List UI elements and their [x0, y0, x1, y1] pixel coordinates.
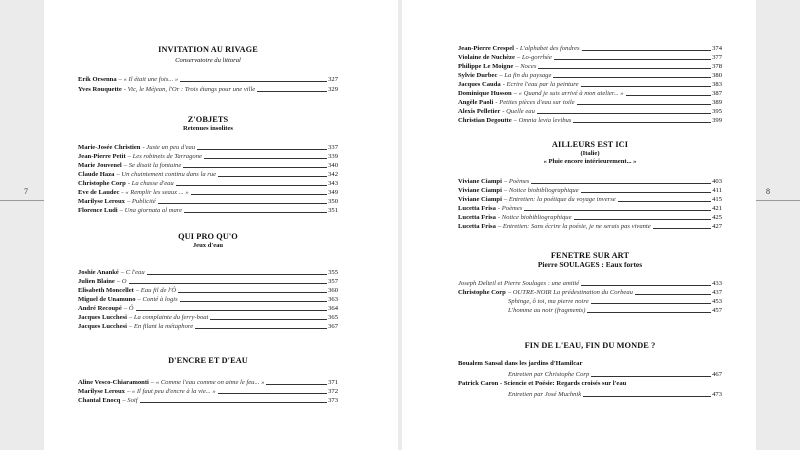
entry-title: – O — [116, 278, 127, 285]
section-subtitle: Jeux d'eau — [192, 242, 224, 249]
section-subtitle: (Italie) — [580, 150, 600, 157]
entry-title: – OUTRE-NOIR La prédestination du Corbeau — [507, 289, 633, 296]
toc-entry[interactable] — [458, 222, 722, 231]
dotted-leader — [618, 201, 711, 202]
section-heading: FIN DE L'EAU, FIN DU MONDE ? — [524, 341, 656, 350]
dotted-leader — [573, 122, 711, 123]
dotted-leader — [218, 176, 327, 177]
toc-entry[interactable] — [458, 177, 722, 186]
dotted-leader — [531, 183, 711, 184]
dotted-leader — [218, 393, 327, 394]
section-subtitle: Pierre SOULAGES : Eaux fortes — [537, 260, 643, 269]
dotted-leader — [204, 158, 327, 159]
toc-entry[interactable] — [78, 295, 338, 304]
toc-entry[interactable] — [78, 188, 338, 197]
dotted-leader — [183, 167, 327, 168]
toc-entry[interactable] — [458, 297, 722, 306]
entry-author: Marilyse Leroux — [78, 388, 125, 395]
dotted-leader — [554, 59, 711, 60]
entry-title: – Ô — [123, 305, 134, 312]
entry-author: Marie-Josée Christien — [78, 144, 141, 151]
toc-entry[interactable] — [458, 359, 722, 368]
dotted-leader — [178, 292, 327, 293]
entry-page-number: 372 — [328, 388, 338, 395]
entry-author: Boualem Sansal dans les jardins d'Hamilcar — [458, 360, 583, 367]
dotted-leader — [581, 86, 712, 87]
entry-title: – Poèmes — [503, 178, 530, 185]
toc-entry[interactable] — [458, 390, 722, 399]
entry-author: Jacques Cauda — [458, 81, 501, 88]
entry-title: - Ecrire l'eau par la peinture — [502, 81, 579, 88]
section-heading: FENETRE SUR ART — [550, 251, 630, 260]
toc-entry[interactable] — [458, 116, 722, 125]
toc-entry[interactable] — [458, 379, 722, 388]
entry-author: Marie Jouvenel — [78, 162, 122, 169]
entry-author: Viviane Ciampi — [458, 187, 502, 194]
entry-page-number: 360 — [328, 287, 338, 294]
entry-page-number: 427 — [712, 223, 722, 230]
toc-entry[interactable] — [458, 89, 722, 98]
entry-page-number: 340 — [328, 162, 338, 169]
entry-title: L'homme au noir (fragments) — [508, 307, 586, 314]
dotted-leader — [653, 228, 711, 229]
entry-title: – Noces — [515, 63, 537, 70]
dotted-leader — [266, 384, 327, 385]
entry-page-number: 403 — [712, 178, 722, 185]
entry-author: Jean-Pierre Crespel — [458, 45, 514, 52]
entry-page-number: 421 — [712, 205, 722, 212]
entry-page-number: 339 — [328, 153, 338, 160]
toc-entry[interactable] — [78, 304, 338, 313]
entry-author: Eve de Laudec — [78, 189, 120, 196]
dotted-leader — [574, 219, 712, 220]
toc-entry[interactable] — [78, 170, 338, 179]
entry-author: Marilyse Leroux — [78, 198, 125, 205]
toc-entry[interactable] — [78, 85, 338, 94]
dotted-leader — [180, 301, 327, 302]
left-page-number: 7 — [24, 187, 28, 196]
entry-page-number: 343 — [328, 180, 338, 187]
toc-entry[interactable] — [458, 195, 722, 204]
dotted-leader — [524, 210, 711, 211]
toc-entry[interactable] — [458, 44, 722, 53]
entry-title: Sphinge, ô toi, ma pierre noire — [508, 298, 589, 305]
toc-entry[interactable] — [458, 186, 722, 195]
entry-page-number: 367 — [328, 323, 338, 330]
entry-page-number: 351 — [328, 207, 338, 214]
toc-entry[interactable] — [78, 313, 338, 322]
entry-page-number: 425 — [712, 214, 722, 221]
entry-title: Entretien par Christophe Corp — [508, 371, 590, 378]
entry-title: – « Comme l'eau comme on aime le feu... » — [150, 379, 265, 386]
entry-author: Angèle Paoli — [458, 99, 494, 106]
entry-title: – « Il était une fois... » — [118, 76, 179, 83]
toc-entry[interactable] — [458, 53, 722, 62]
toc-entry[interactable] — [78, 197, 338, 206]
dotted-leader — [180, 81, 327, 82]
toc-entry[interactable] — [458, 71, 722, 80]
toc-entry[interactable] — [78, 75, 338, 84]
dotted-leader — [136, 310, 328, 311]
dotted-leader — [191, 194, 327, 195]
entry-author: Julien Blaine — [78, 278, 115, 285]
toc-entry[interactable] — [78, 322, 338, 331]
entry-page-number: 342 — [328, 171, 338, 178]
entry-page-number: 473 — [712, 391, 722, 398]
dotted-leader — [538, 68, 711, 69]
dotted-leader — [140, 402, 328, 403]
entry-author: Jean-Pierre Petit — [78, 153, 126, 160]
section-subtitle: Retenues insolites — [182, 125, 233, 132]
entry-author: Viviane Ciampi — [458, 196, 502, 203]
entry-page-number: 399 — [712, 117, 722, 124]
entry-author: Christophe Corp — [78, 180, 126, 187]
entry-title: – « Il faut peu d'encre à la vie... » — [126, 388, 216, 395]
entry-title: - Notice biobibliographique — [497, 214, 572, 221]
toc-entry[interactable] — [458, 107, 722, 116]
toc-entry[interactable] — [458, 62, 722, 71]
toc-entry[interactable] — [458, 98, 722, 107]
entry-author: Yves Rouquette — [78, 86, 122, 93]
entry-author: André Recoupé — [78, 305, 122, 312]
dotted-leader — [176, 185, 327, 186]
toc-entry[interactable] — [78, 387, 338, 396]
entry-author: Philippe Le Moigne — [458, 63, 514, 70]
entry-page-number: 415 — [712, 196, 722, 203]
entry-title: – Un chuintement continu dans la rue — [116, 171, 217, 178]
entry-page-number: 337 — [328, 144, 338, 151]
entry-page-number: 387 — [712, 90, 722, 97]
entry-page-number: 329 — [328, 86, 338, 93]
entry-title: – C l'eau — [120, 269, 145, 276]
dotted-leader — [581, 285, 711, 286]
entry-title: – Entretien: Sans écrire la poésie, je ne serais pas vivante — [497, 223, 651, 230]
dotted-leader — [537, 113, 711, 114]
dotted-leader — [158, 203, 327, 204]
dotted-leader — [577, 104, 712, 105]
entry-title: - Quelle eau — [502, 108, 535, 115]
dotted-leader — [591, 376, 711, 377]
toc-entry[interactable] — [458, 80, 722, 89]
toc-entry[interactable] — [458, 288, 722, 297]
toc-entry[interactable] — [78, 206, 338, 215]
dotted-leader — [210, 319, 327, 320]
entry-page-number: 357 — [328, 278, 338, 285]
dotted-leader — [635, 294, 711, 295]
entry-title: – Omnia levia levibus — [513, 117, 572, 124]
entry-title: – Publicité — [126, 198, 156, 205]
entry-title: – En filant la métaphore — [128, 323, 194, 330]
entry-page-number: 453 — [712, 298, 722, 305]
entry-title: Entretien par José Muchnik — [508, 391, 582, 398]
entry-author: Florence Ludi — [78, 207, 118, 214]
left-margin-line — [0, 200, 44, 201]
entry-page-number: 365 — [328, 314, 338, 321]
dotted-leader — [147, 274, 327, 275]
entry-author: Claude Haza — [78, 171, 115, 178]
entry-title: – Una giornata al mare — [119, 207, 183, 214]
entry-page-number: 437 — [712, 289, 722, 296]
entry-author: Christian Degoutte — [458, 117, 512, 124]
entry-title: – La complainte du ferry-boat — [128, 314, 209, 321]
entry-author: Alexis Pelletier — [458, 108, 501, 115]
toc-entry[interactable] — [458, 306, 722, 315]
entry-page-number: 364 — [328, 305, 338, 312]
entry-title: Joseph Delteil et Pierre Soulages : une amitié — [458, 280, 580, 287]
entry-title: – « Quand je suis arrivé à mon atelier... » — [513, 90, 624, 97]
entry-title: - Poèmes — [497, 205, 523, 212]
entry-author: Violaine de Nuchèze — [458, 54, 515, 61]
toc-entry[interactable] — [78, 268, 338, 277]
entry-title: - Petites pièces d'eau sur toile — [495, 99, 575, 106]
entry-title: – Conté à logis — [137, 296, 178, 303]
entry-page-number: 395 — [712, 108, 722, 115]
entry-author: Joshie Ananké — [78, 269, 119, 276]
toc-entry[interactable] — [78, 161, 338, 170]
entry-author: Sylvie Durbec — [458, 72, 498, 79]
entry-author: Christophe Corp — [458, 289, 506, 296]
entry-author: Jacques Lucchesi — [78, 314, 127, 321]
toc-entry[interactable] — [458, 279, 722, 288]
dotted-leader — [129, 283, 328, 284]
toc-entry[interactable] — [78, 277, 338, 286]
entry-title: – Soif — [122, 397, 138, 404]
dotted-leader — [626, 95, 712, 96]
toc-entry[interactable] — [78, 152, 338, 161]
entry-title: – Entretien: la poétique du voyage inverse — [503, 196, 616, 203]
section-heading: AILLEURS EST ICI — [551, 140, 629, 149]
toc-entry[interactable] — [78, 378, 338, 387]
entry-author: Aline Vesco-Chiaramonti — [78, 379, 149, 386]
entry-title: - « Remplir les seaux ... » — [121, 189, 189, 196]
dotted-leader — [257, 91, 327, 92]
entry-author: Elisabeth Moncellet — [78, 287, 134, 294]
entry-author: Dominique Husson — [458, 90, 512, 97]
dotted-leader — [583, 396, 711, 397]
toc-entry[interactable] — [78, 396, 338, 405]
entry-author: Erik Orsenna — [78, 76, 117, 83]
dotted-leader — [581, 192, 712, 193]
entry-author: Lucetta Frisa — [458, 205, 496, 212]
entry-page-number: 349 — [328, 189, 338, 196]
dotted-leader — [553, 77, 711, 78]
toc-entry[interactable] — [458, 213, 722, 222]
entry-page-number: 389 — [712, 99, 722, 106]
entry-page-number: 378 — [712, 63, 722, 70]
section-heading: Z'OBJETS — [187, 115, 229, 124]
dotted-leader — [591, 303, 711, 304]
entry-author: Lucetta Frisa — [458, 214, 496, 221]
entry-title: – Les robinets de Tarragone — [127, 153, 202, 160]
entry-title: – La fin du paysage — [499, 72, 552, 79]
entry-page-number: 355 — [328, 269, 338, 276]
entry-page-number: 411 — [712, 187, 722, 194]
entry-title: - Juste un peu d'eau — [142, 144, 196, 151]
entry-page-number: 380 — [712, 72, 722, 79]
entry-page-number: 433 — [712, 280, 722, 287]
dotted-leader — [587, 312, 711, 313]
section-heading: D'ENCRE ET D'EAU — [168, 356, 248, 365]
toc-entry[interactable] — [458, 370, 722, 379]
section-heading: INVITATION AU RIVAGE — [158, 45, 258, 54]
entry-title: - La chasse d'eau — [127, 180, 174, 187]
entry-page-number: 371 — [328, 379, 338, 386]
toc-entry[interactable] — [78, 286, 338, 295]
entry-title: – Notice biobibliographique — [503, 187, 579, 194]
dotted-leader — [184, 212, 327, 213]
section-subtitle: Conservatoire du littoral — [175, 57, 241, 64]
right-page-number: 8 — [766, 187, 770, 196]
entry-author: Chantal Enocq — [78, 397, 121, 404]
entry-title: – Eau fil de l'Ô — [135, 287, 177, 294]
section-subtitle: « Pluie encore intérieurement... » — [543, 158, 637, 165]
entry-page-number: 350 — [328, 198, 338, 205]
entry-page-number: 363 — [328, 296, 338, 303]
entry-title: - Vic, le Méjean, l'Or : Trois étangs pour une ville — [123, 86, 256, 93]
entry-title: – Se disait la fontaine — [123, 162, 182, 169]
toc-entry[interactable] — [78, 179, 338, 188]
entry-page-number: 377 — [712, 54, 722, 61]
toc-entry[interactable] — [458, 204, 722, 213]
section-heading: QUI PRO QU'O — [178, 232, 238, 241]
toc-entry[interactable] — [78, 143, 338, 152]
right-margin-line — [756, 200, 800, 201]
entry-author: Lucetta Frisa — [458, 223, 496, 230]
entry-page-number: 383 — [712, 81, 722, 88]
entry-page-number: 467 — [712, 371, 722, 378]
entry-author: Viviane Ciampi — [458, 178, 502, 185]
entry-page-number: 374 — [712, 45, 722, 52]
entry-page-number: 327 — [328, 76, 338, 83]
dotted-leader — [197, 149, 327, 150]
dotted-leader — [582, 50, 712, 51]
entry-page-number: 457 — [712, 307, 722, 314]
entry-title: - L'alphabet des fondres — [515, 45, 580, 52]
entry-title: – Lo-gorrhée — [516, 54, 552, 61]
entry-author: Miguel de Unamuno — [78, 296, 136, 303]
entry-page-number: 373 — [328, 397, 338, 404]
entry-author: Jacques Lucchesi — [78, 323, 127, 330]
dotted-leader — [195, 328, 327, 329]
entry-author: Patrick Caron - Sciencie et Poésie: Regards croisés sur l'eau — [458, 380, 627, 387]
